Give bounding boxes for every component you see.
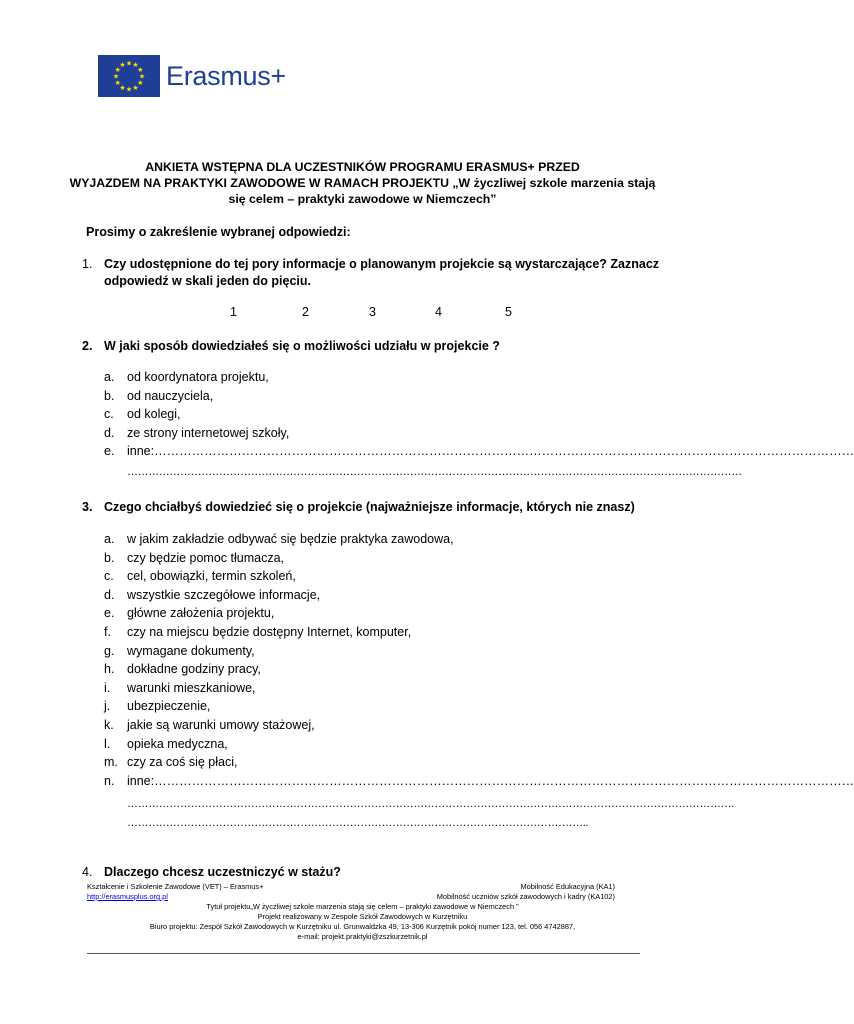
star-icon: ★ — [137, 80, 144, 87]
option-c[interactable] — [0, 405, 725, 424]
option-f[interactable] — [0, 623, 725, 642]
footer-center — [0, 902, 725, 942]
option-text: inne:…………………………………………………………………………………………………………………………………………………… — [127, 773, 854, 788]
erasmus-logo — [98, 55, 286, 97]
option-text: ze strony internetowej szkoły, — [127, 425, 290, 440]
option-text: wymagane dokumenty, — [127, 643, 255, 658]
option-b[interactable] — [0, 549, 725, 568]
star-icon: ★ — [138, 73, 146, 81]
option-letter: i. — [104, 680, 111, 695]
option-e[interactable] — [0, 604, 725, 623]
option-j[interactable] — [0, 697, 725, 716]
option-letter: d. — [104, 425, 115, 440]
star-icon: ★ — [112, 73, 120, 81]
option-text: dokładne godziny pracy, — [127, 662, 261, 677]
option-text: warunki mieszkaniowe, — [127, 680, 256, 695]
option-text: wszystkie szczegółowe informacje, — [127, 587, 321, 602]
option-text: cel, obowiązki, termin szkoleń, — [127, 569, 296, 584]
option-text: jakie są warunki umowy stażowej, — [127, 717, 315, 732]
option-text: opieka medyczna, — [127, 736, 228, 751]
option-letter: c. — [104, 407, 114, 422]
option-n-other[interactable] — [0, 772, 854, 791]
option-letter: h. — [104, 662, 115, 677]
option-c[interactable] — [0, 567, 725, 586]
question-text: Dlaczego chcesz uczestniczyć w stażu? — [104, 865, 341, 879]
option-g[interactable] — [0, 642, 725, 661]
option-letter: n. — [104, 773, 115, 788]
option-text: ubezpieczenie, — [127, 699, 211, 714]
scale-option-2[interactable]: 2 — [302, 305, 309, 319]
star-icon: ★ — [125, 60, 133, 68]
scale-option-5[interactable]: 5 — [505, 305, 512, 319]
option-d[interactable] — [0, 586, 725, 605]
answer-line[interactable]: ………………………………………………………………………………………………………………………………………………………… — [127, 466, 742, 478]
option-e-other[interactable] — [0, 442, 854, 461]
footer-program: Kształcenie i Szkolenie Zawodowe (VET) – Erasmus+ — [87, 882, 264, 891]
option-letter: g. — [104, 643, 115, 658]
star-icon: ★ — [132, 84, 139, 92]
option-text: czy będzie pomoc tłumacza, — [127, 550, 285, 565]
option-b[interactable] — [0, 387, 725, 406]
option-letter: b. — [104, 388, 115, 403]
scale-option-3[interactable]: 3 — [369, 305, 376, 319]
question-1 — [0, 256, 725, 296]
document-title — [60, 159, 665, 207]
question-3-options — [0, 530, 854, 790]
footer-subaction: Mobilność uczniów szkół zawodowych i kadry (KA102) — [436, 892, 615, 901]
option-letter: a. — [104, 532, 115, 546]
footer-link[interactable]: http://erasmusplus.org.pl — [87, 892, 168, 901]
option-k[interactable] — [0, 716, 725, 735]
question-number: 1. — [82, 257, 93, 271]
scale-option-4[interactable]: 4 — [435, 305, 442, 319]
logo-text: Erasmus+ — [166, 60, 286, 91]
answer-line[interactable]: ………………………………………………………………………………………………………………….. — [127, 817, 589, 829]
answer-line[interactable]: ………………………………………………………………………………………………………………………………………………………. — [127, 798, 734, 810]
option-a[interactable] — [0, 368, 725, 387]
star-icon: ★ — [114, 67, 121, 74]
option-i[interactable] — [0, 679, 725, 698]
question-4 — [0, 864, 725, 881]
question-2 — [0, 338, 725, 355]
scale-option-1[interactable]: 1 — [230, 305, 237, 319]
option-text: czy za coś się płaci, — [127, 755, 238, 770]
eu-flag-icon — [98, 55, 160, 97]
footer-left — [87, 882, 263, 902]
star-icon: ★ — [119, 62, 126, 70]
option-d[interactable] — [0, 424, 725, 443]
option-letter: m. — [104, 755, 118, 770]
question-number: 4. — [82, 865, 93, 879]
option-a[interactable] — [0, 530, 725, 549]
option-m[interactable] — [0, 753, 725, 772]
question-number: 3. — [82, 500, 93, 514]
option-text: główne założenia projektu, — [127, 606, 275, 621]
option-letter: l. — [104, 736, 111, 751]
option-text: inne:…………………………………………………………………………………………………………………………………………………… — [127, 444, 854, 459]
option-letter: b. — [104, 550, 115, 565]
title-line-3: się celem – praktyki zawodowe w Niemczech” — [228, 192, 497, 206]
title-line-1: ANKIETA WSTĘPNA DLA UCZESTNIKÓW PROGRAMU ERASMUS+ PRZED — [145, 160, 580, 174]
question-text: W jaki sposób dowiedziałeś się o możliwości udziału w projekcie ? — [104, 339, 500, 353]
star-icon: ★ — [125, 86, 133, 94]
question-number: 2. — [82, 339, 93, 353]
star-icon: ★ — [132, 62, 139, 70]
option-l[interactable] — [0, 735, 725, 754]
option-letter: f. — [104, 624, 111, 639]
footer-office-address: Biuro projektu: Zespół Szkół Zawodowych w Kurzętniku ul. Grunwaldzka 49, 13-306 Kurzętnik pokój numer 123, tel. 056 4742887, — [149, 922, 576, 931]
question-text-line-1: Czy udostępnione do tej pory informacje o planowanym projekcie są wystarczające? Zaznacz — [104, 257, 660, 271]
question-text: Czego chciałbyś dowiedzieć się o projekcie (najważniejsze informacje, których nie znasz) — [104, 500, 635, 514]
title-line-2: WYJAZDEM NA PRAKTYKI ZAWODOWE W RAMACH PROJEKTU „W życzliwej szkole marzenia stają — [69, 176, 656, 190]
option-text: czy na miejscu będzie dostępny Internet, komputer, — [127, 624, 412, 639]
option-letter: k. — [104, 717, 114, 732]
star-icon: ★ — [114, 80, 121, 87]
question-3 — [0, 499, 725, 516]
footer-project-title: Tytuł projektu„W życzliwej szkole marzenia stają się celem – praktyki zawodowe w Niemczech ” — [206, 902, 519, 911]
star-icon: ★ — [137, 67, 144, 74]
option-text: od kolegi, — [127, 407, 181, 422]
question-2-options — [0, 368, 854, 461]
option-h[interactable] — [0, 660, 725, 679]
footer-email: e-mail: projekt.praktyki@zszkurzetnik.pl — [297, 932, 428, 941]
option-text: od koordynatora projektu, — [127, 370, 269, 384]
footer-action: Mobilność Edukacyjna (KA1) — [520, 882, 615, 891]
option-letter: d. — [104, 587, 115, 602]
question-text-line-2: odpowiedź w skali jeden do pięciu. — [104, 274, 311, 288]
option-letter: a. — [104, 370, 115, 384]
star-icon: ★ — [119, 84, 126, 92]
footer-divider — [87, 953, 640, 954]
option-letter: c. — [104, 569, 114, 584]
instructions: Prosimy o zakreślenie wybranej odpowiedzi: — [86, 225, 351, 239]
option-letter: e. — [104, 606, 115, 621]
option-text: w jakim zakładzie odbywać się będzie praktyka zawodowa, — [127, 532, 454, 546]
footer-right — [437, 882, 615, 902]
option-letter: e. — [104, 444, 115, 459]
option-letter: j. — [104, 699, 111, 714]
option-text: od nauczyciela, — [127, 388, 214, 403]
footer-project-school: Projekt realizowany w Zespole Szkół Zawodowych w Kurzętniku — [257, 912, 468, 921]
